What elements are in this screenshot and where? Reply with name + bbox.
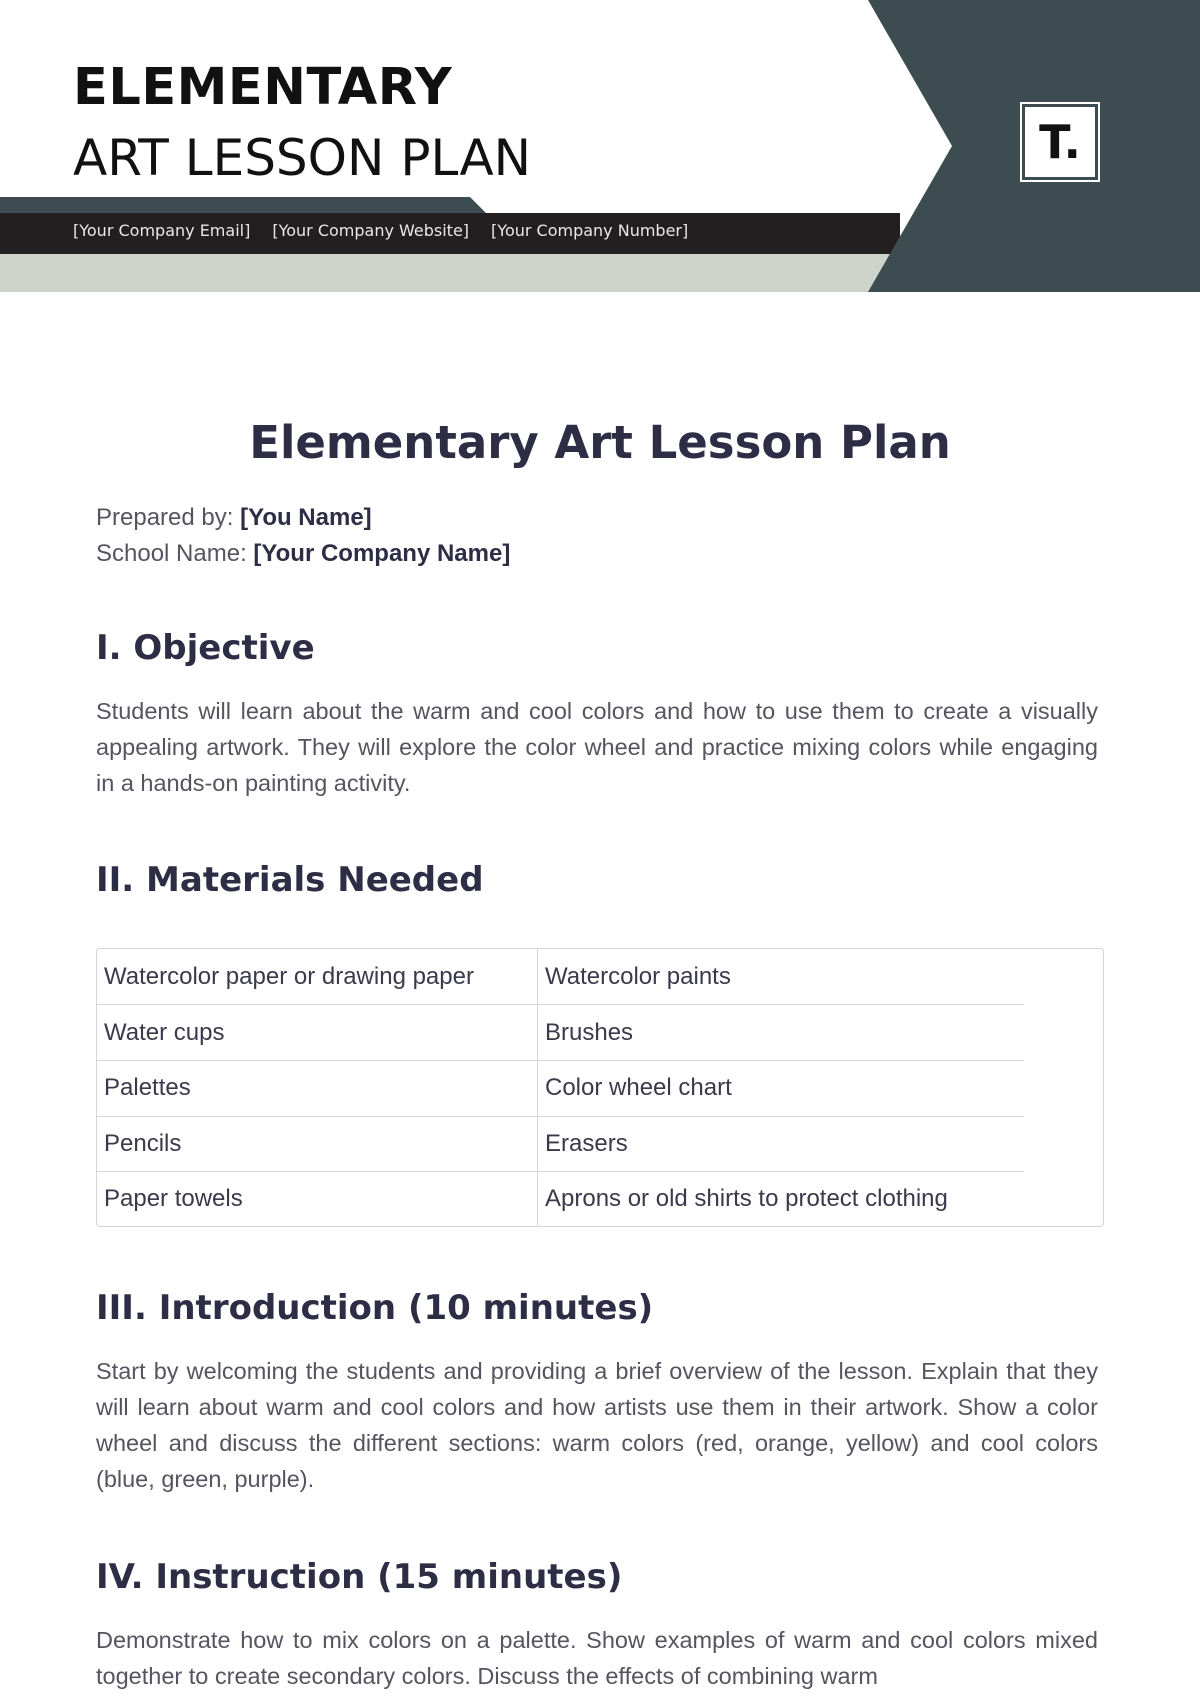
table-row bbox=[97, 1171, 1024, 1227]
objective-paragraph: Students will learn about the warm and cool colors and how to use them to create a visually appealing artwork. They will explore the color wheel and practice mixing colors while engaging in a hands-on painting activity. bbox=[96, 698, 1098, 796]
table-cell: Palettes bbox=[97, 1060, 538, 1116]
table-cell: Aprons or old shirts to protect clothing bbox=[545, 1185, 948, 1213]
table-cell: Paper towels bbox=[97, 1171, 538, 1227]
table-cell: Brushes bbox=[545, 1018, 634, 1046]
company-number: [Your Company Number] bbox=[491, 221, 689, 240]
company-logo bbox=[1020, 102, 1100, 182]
logo-letter: T. bbox=[1025, 107, 1095, 177]
introduction-paragraph: Start by welcoming the students and providing a brief overview of the lesson. Explain that they will learn about warm and cool colors and how artists use them in their artwork. Show a color wheel and discuss the different sections: warm colors (red, orange, yellow) and cool colors (blue, green, purple). bbox=[96, 1358, 1098, 1492]
section-heading-materials: II. Materials Needed bbox=[96, 860, 484, 900]
school-name-line bbox=[96, 536, 510, 572]
materials-table bbox=[96, 948, 1104, 1227]
company-email: [Your Company Email] bbox=[73, 221, 251, 240]
school-name-value: [Your Company Name] bbox=[253, 540, 511, 567]
document-meta bbox=[96, 500, 510, 572]
school-name-label: School Name: bbox=[96, 540, 254, 567]
section-heading-instruction: IV. Instruction (15 minutes) bbox=[96, 1557, 623, 1597]
table-cell: Pencils bbox=[97, 1116, 538, 1172]
table-cell: Erasers bbox=[545, 1129, 628, 1157]
banner-title-line2: ART LESSON PLAN bbox=[73, 129, 532, 187]
section-heading-introduction: III. Introduction (10 minutes) bbox=[96, 1288, 654, 1328]
header-banner bbox=[0, 0, 1200, 292]
table-row bbox=[97, 1060, 1024, 1116]
teal-step-bar bbox=[0, 197, 486, 213]
prepared-by-value: [You Name] bbox=[240, 504, 372, 531]
document-title: Elementary Art Lesson Plan bbox=[249, 416, 951, 469]
prepared-by-label: Prepared by: bbox=[96, 504, 241, 531]
instruction-paragraph: Demonstrate how to mix colors on a palette. Show examples of warm and cool colors mixed together to create secondary colors. Discuss the effects of combining warm bbox=[96, 1627, 1098, 1689]
table-row bbox=[97, 1116, 1024, 1172]
section-heading-objective: I. Objective bbox=[96, 628, 315, 668]
company-website: [Your Company Website] bbox=[272, 221, 470, 240]
prepared-by-line bbox=[96, 500, 510, 536]
contact-info bbox=[73, 220, 688, 242]
table-cell: Watercolor paints bbox=[545, 963, 731, 990]
table-row bbox=[97, 949, 1024, 1005]
table-cell: Color wheel chart bbox=[545, 1074, 732, 1102]
banner-title-line1: ELEMENTARY bbox=[73, 58, 453, 117]
table-row bbox=[97, 1005, 1024, 1061]
table-cell: Watercolor paper or drawing paper bbox=[97, 949, 538, 1005]
table-cell: Water cups bbox=[97, 1005, 538, 1061]
sage-band bbox=[0, 254, 900, 292]
